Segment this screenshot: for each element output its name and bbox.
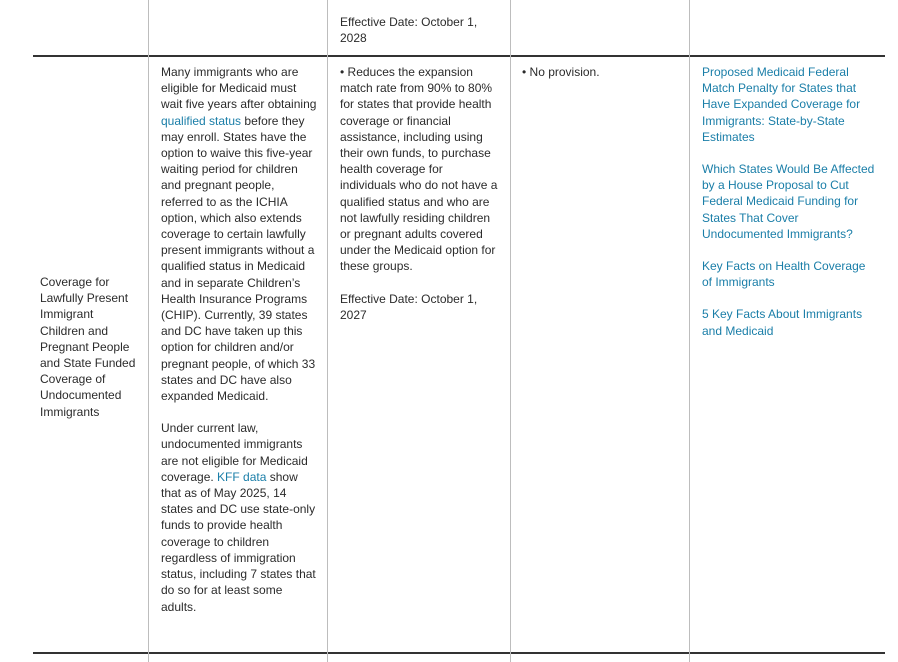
column-divider-3 xyxy=(510,0,511,662)
column-divider-1 xyxy=(148,0,149,662)
senate-bill-cell xyxy=(522,64,680,80)
column-divider-4 xyxy=(689,0,690,662)
topic-cell xyxy=(40,274,140,420)
house-bill-bullet: • Reduces the expansion match rate from 90% to 80% for states that provide health coverage or financial assistance, including using their own funds, to purchase health coverage for individuals who do not have a qualified status and who are not lawfully residing children or pregnant adults covered under the Medicaid option for these groups. xyxy=(340,65,498,274)
topic-label: Coverage for Lawfully Present Immigrant Children and Pregnant People and State Funded Coverage of Undocumented Immigrants xyxy=(40,275,136,419)
current-law-cell xyxy=(161,64,319,615)
senate-bill-list xyxy=(522,64,680,80)
resource-link-penalty-estimates[interactable]: Proposed Medicaid Federal Match Penalty for States that Have Expanded Coverage for Immigrants: State-by-State Estimates xyxy=(702,65,861,144)
prev-row-house-cell xyxy=(340,14,498,46)
resource-link-5-key-facts[interactable]: 5 Key Facts About Immigrants and Medicaid xyxy=(702,307,863,338)
current-law-text: Many immigrants who are eligible for Medicaid must wait five years after obtaining xyxy=(161,65,317,112)
column-divider-2 xyxy=(327,0,328,662)
senate-bill-bullet: • No provision. xyxy=(522,65,600,79)
resource-link-key-facts-coverage[interactable]: Key Facts on Health Coverage of Immigrants xyxy=(702,259,866,290)
house-bill-effective-date: Effective Date: October 1, 2027 xyxy=(340,291,478,322)
current-law-paragraph-1 xyxy=(161,64,319,404)
current-law-text: before they may enroll. States have the option to waive this five-year waiting period for children and pregnant people, referred to as the ICHIA option, which also extends coverage to certain lawfully present immigrants without a qualified status in Medicaid and in separate Children’s Health Insurance Programs (CHIP). Currently, 39 states and DC have taken up this option for children and/or pregnant people, of which 33 states and DC have also expanded Medicaid. xyxy=(161,113,316,404)
house-bill-list xyxy=(340,64,498,275)
row-divider-bottom xyxy=(33,652,885,654)
house-bill-cell xyxy=(340,64,498,323)
qualified-status-link[interactable]: qualified status xyxy=(161,113,242,128)
resource-link-states-affected[interactable]: Which States Would Be Affected by a House Proposal to Cut Federal Medicaid Funding for States That Cover Undocumented Immigrants? xyxy=(702,162,875,241)
kff-data-link[interactable]: KFF data xyxy=(217,469,267,484)
current-law-paragraph-2 xyxy=(161,420,319,614)
current-law-text: show that as of May 2025, 14 states and DC use state-only funds to provide health coverage to children regardless of immigration status, including 7 states that do so for at least some adults. xyxy=(161,469,316,614)
row-divider-top xyxy=(33,55,885,57)
current-law-text: Under current law, undocumented immigrants are not eligible for Medicaid coverage. xyxy=(161,421,308,484)
prev-row-effective-date: Effective Date: October 1, 2028 xyxy=(340,15,478,46)
resources-cell xyxy=(702,64,878,339)
